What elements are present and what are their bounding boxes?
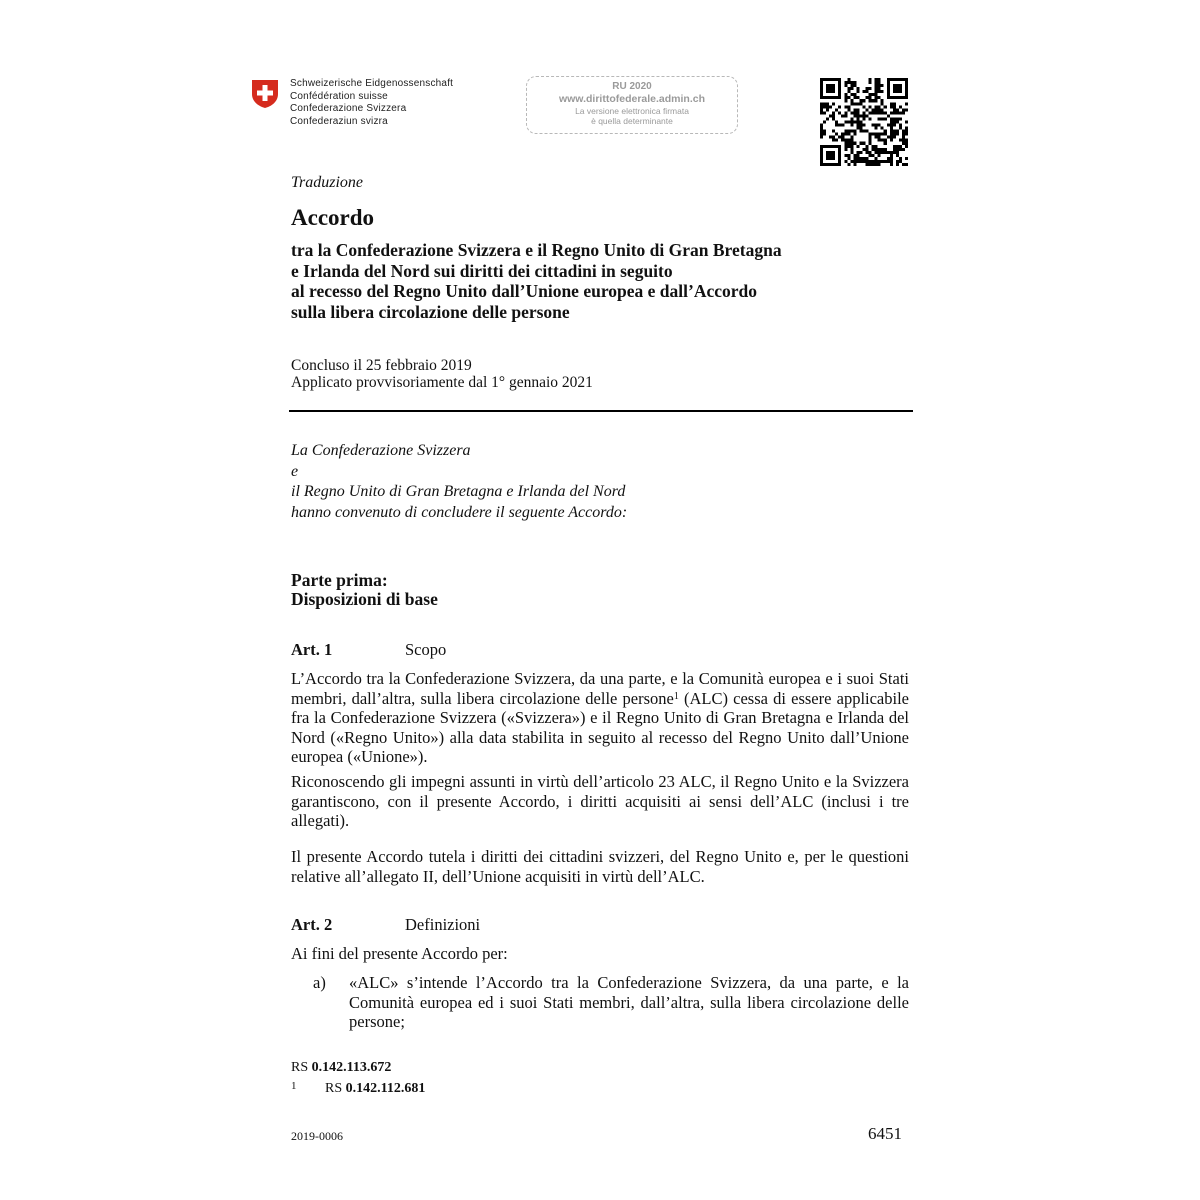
preamble-line: il Regno Unito di Gran Bretagna e Irlanda del Nord [291,483,626,500]
confed-name-de: Schweizerische Eidgenossenschaft [290,78,454,89]
subtitle-line: tra la Confederazione Svizzera e il Regno Unito di Gran Bretagna [291,240,782,260]
translation-label: Traduzione [291,174,364,191]
stamp-url[interactable]: www.dirittofederale.admin.ch [558,93,706,105]
preamble-line: La Confederazione Svizzera [291,442,471,459]
article-paragraph: Ai fini del presente Accordo per: [291,944,508,963]
article-paragraph [291,669,909,767]
article-paragraph: Riconoscendo gli impegni assunti in virtù dell’articolo 23 ALC, il Regno Unito e la Svizzera garantiscono, con il presente Accordo, i diritti acquisiti ai sensi dell’ALC (inclusi i tre allegati). [291,772,909,830]
article-number: Art. 2 [291,915,333,934]
document-title: Accordo [291,205,375,230]
confederation-names [290,78,453,128]
qr-code-icon [820,78,908,166]
article-number: Art. 1 [291,640,333,659]
footnote-reference[interactable]: 1 [673,690,679,702]
article-heading [291,915,480,935]
footnote-number: 1 [291,1080,297,1092]
page-number: 6451 [868,1124,902,1143]
electronic-version-stamp [526,76,738,134]
stamp-collection: RU 2020 [612,81,652,92]
preamble-line: e [291,462,299,480]
document-subtitle [291,240,911,322]
footnote-prefix: RS [325,1081,346,1096]
stamp-note-2: è quella determinante [591,116,673,126]
document-number: 2019-0006 [291,1129,343,1143]
part-heading [291,571,438,609]
article-heading [291,640,446,660]
swiss-coat-of-arms-icon [251,79,279,109]
title-divider [289,410,913,412]
paragraph-text: L’Accordo tra la Confederazione Svizzera, da una parte, e la Comunità europea e i suoi Stati membri, dall’altra, sulla libera circolazione delle persone [291,669,909,708]
document-dates [291,357,593,391]
article-title: Scopo [405,640,447,659]
confed-name-it: Confederazione Svizzera [290,103,407,114]
part-title: Disposizioni di base [291,589,438,609]
footnote [291,1080,425,1097]
preamble-line: hanno convenuto di concludere il seguente Accordo: [291,503,628,521]
subtitle-line: al recesso del Regno Unito dall’Unione europea e dall’Accordo [291,281,757,301]
list-item-label: a) [313,973,326,992]
rs-prefix: RS [291,1060,312,1075]
stamp-note-1: La versione elettronica firmata [575,106,689,116]
applied-date: Applicato provvisoriamente dal 1° gennaio 2021 [291,374,593,391]
rs-reference [291,1060,391,1076]
concluded-date: Concluso il 25 febbraio 2019 [291,357,472,374]
preamble [291,441,627,523]
confed-name-rm: Confederaziun svizra [290,115,388,127]
confed-name-fr: Confédération suisse [290,90,388,102]
article-title: Definizioni [405,915,481,934]
list-item-text: «ALC» s’intende l’Accordo tra la Confederazione Svizzera, da una parte, e la Comunità europea ed i suoi Stati membri, dall’altra, sulla libera circolazione delle persone; [349,973,909,1031]
subtitle-line: e Irlanda del Nord sui diritti dei cittadini in seguito [291,260,673,281]
article-paragraph: Il presente Accordo tutela i diritti dei cittadini svizzeri, del Regno Unito e, per le questioni relative all’allegato II, dell’Unione acquisiti in virtù dell’ALC. [291,847,909,886]
subtitle-line: sulla libera circolazione delle persone [291,301,570,322]
paragraph-text: (ALC) cessa di essere applicabile fra la Confederazione Svizzera («Svizzera») e il Regno Unito di Gran Bretagna e Irlanda del Nord («Regno Unito») alla data stabilita in seguito al recesso del Regno Unito dall’Unione europea («Unione»). [291,688,909,766]
part-number: Parte prima: [291,570,388,590]
rs-number: 0.142.113.672 [311,1060,392,1075]
footnote-rs-number: 0.142.112.681 [345,1081,426,1096]
